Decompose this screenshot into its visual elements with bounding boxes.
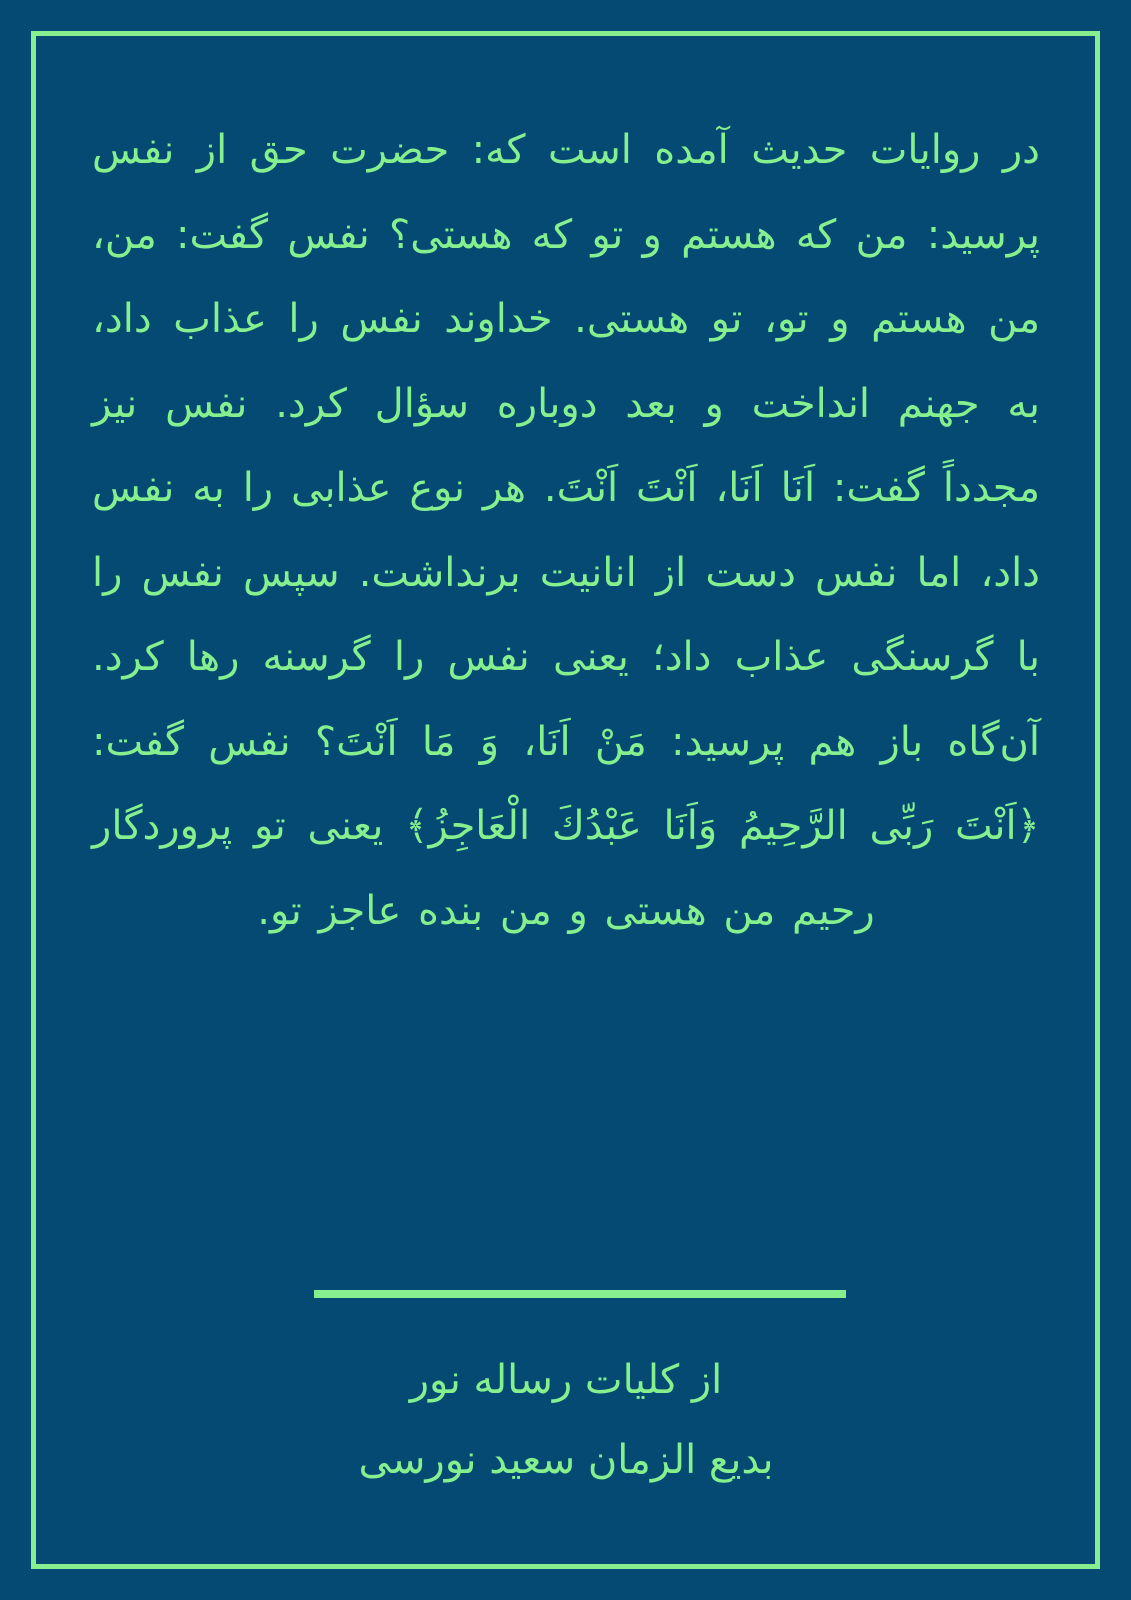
divider-line <box>314 1290 846 1298</box>
quote-text: در روایات حدیث آمده است که: حضرت حق از نفس پرسید: من که هستم و تو که هستی؟ نفس گفت: من، من هستم و تو، تو هستی. خداوند نفس را عذاب داد، به جهنم انداخت و بعد دوباره سؤال کرد. نفس نیز مجدداً گفت: اَنَا اَنَا، اَنْتَ اَنْتَ. هر نوع عذابی را به نفس داد، اما نفس دست از انانیت برنداشت. سپس نفس را با گرسنگی عذاب داد؛ یعنی نفس را گرسنه رها کرد. آن‌گاه باز هم پرسید: مَنْ اَنَا، وَ مَا اَنْتَ؟ نفس گفت: ﴿اَنْتَ رَبِّی الرَّحِیمُ وَاَنَا عَبْدُكَ الْعَاجِزُ﴾ یعنی تو پروردگار رحیم من هستی و من بنده عاجز تو. <box>92 127 1040 934</box>
source-book-title: از کلیات رساله نور <box>409 1357 723 1403</box>
source-author: بدیع الزمان سعید نورسی <box>358 1437 774 1483</box>
